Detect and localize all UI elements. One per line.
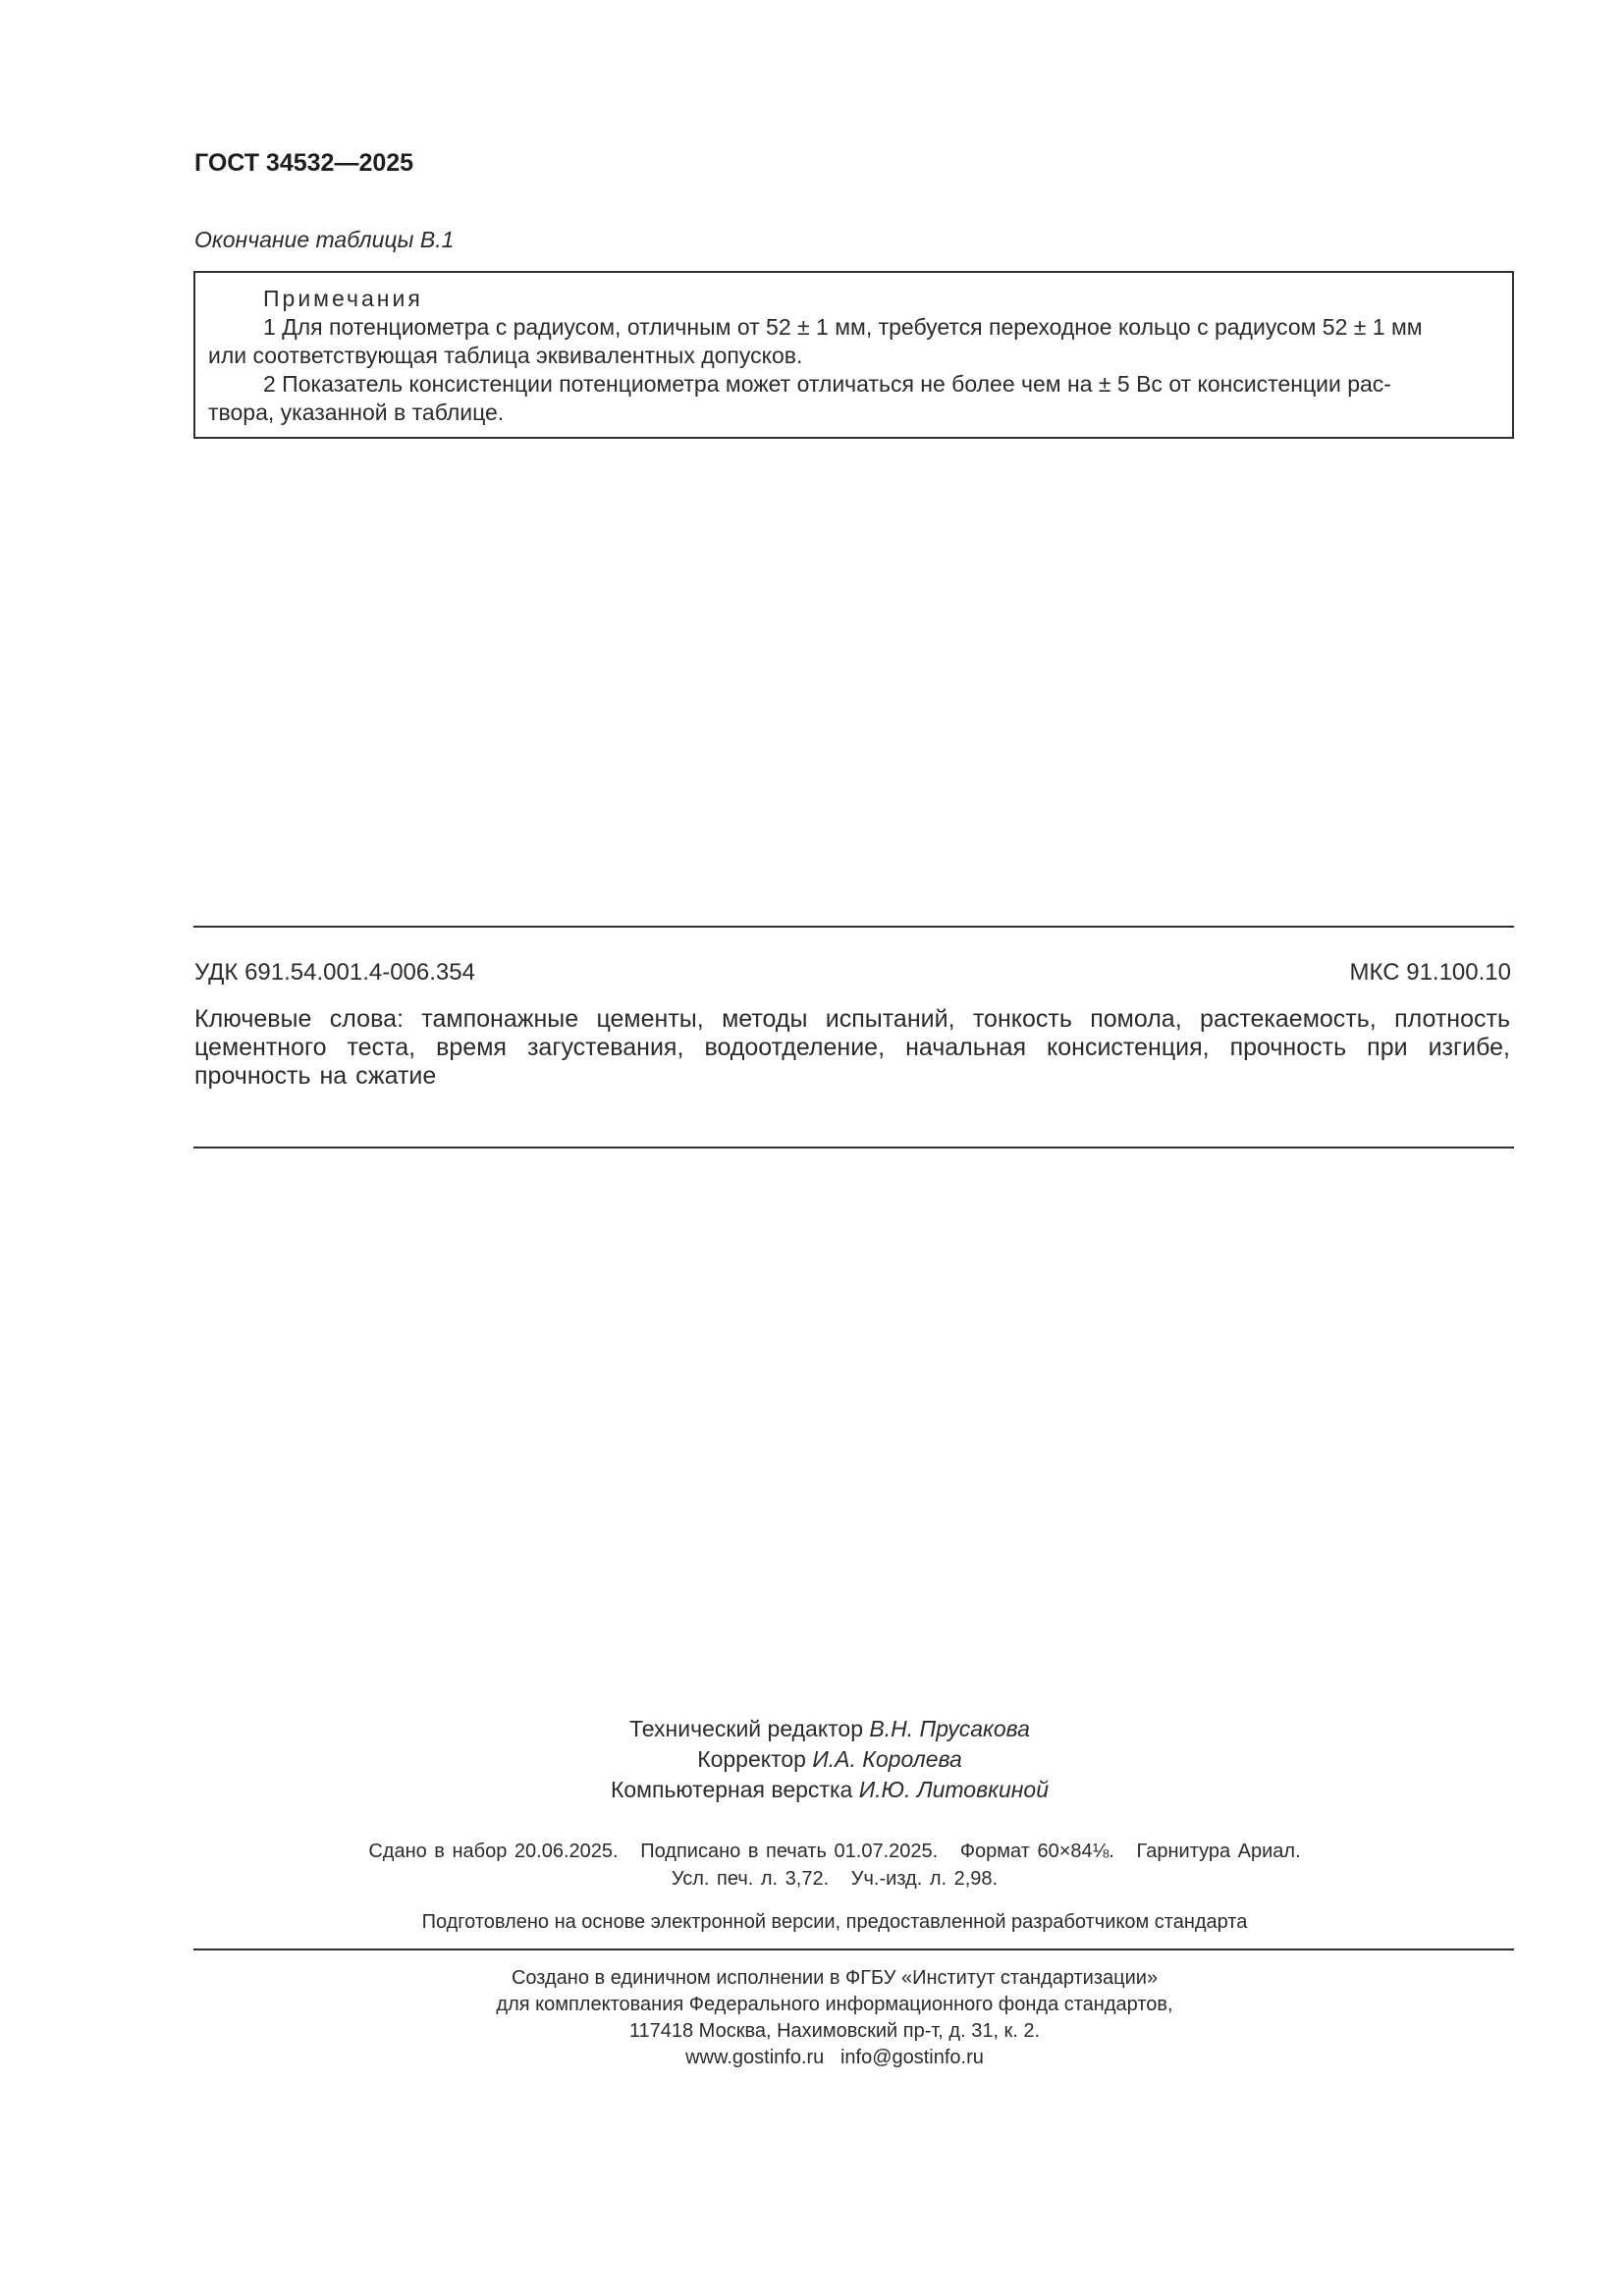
document-number: ГОСТ 34532—2025 [194,149,414,177]
mks-code: МКС 91.100.10 [1349,959,1511,986]
publisher-info [393,1965,1276,2071]
udk-code: УДК 691.54.001.4-006.354 [194,959,475,986]
note-1-line-1: 1 Для потенциометра с радиусом, отличным от 52 ± 1 мм, требуется переходное кольцо с радиусом 52 ± 1 мм [263,314,1423,340]
publisher-line-4: www.gostinfo.ru info@gostinfo.ru [685,2047,984,2068]
layout-label: Компьютерная верстка [610,1777,853,1802]
print-info-line-2: Усл. печ. л. 3,72. Уч.-изд. л. 2,98. [671,1868,999,1890]
prepared-note: Подготовлено на основе электронной версии, предоставленной разработчиком стандарта [421,1911,1248,1933]
divider-bottom [193,1147,1514,1148]
tech-editor-label: Технический редактор [629,1716,864,1741]
note-1-line-2: или соответствующая таблица эквивалентных допусков. [208,343,803,368]
publisher-line-1: Создано в единичном исполнении в ФГБУ «Институт стандартизации» [511,1967,1159,1989]
publisher-line-3: 117418 Москва, Нахимовский пр-т, д. 31, к. 2. [628,2020,1041,2042]
note-2-line-1: 2 Показатель консистенции потенциометра может отличаться не более чем на ± 5 Вс от консистенции рас- [263,371,1391,397]
tech-editor-name: В.Н. Прусакова [869,1716,1030,1741]
corrector-label: Корректор [697,1746,806,1772]
keywords: Ключевые слова: тампонажные цементы, методы испытаний, тонкость помола, растекаемость, плотность цементного теста, время загустевания, водоотделение, начальная консистенция, прочность при изгибе, прочность на сжатие [194,1005,1510,1090]
divider-top [193,926,1514,928]
credit-corrector [550,1744,1110,1775]
layout-name: И.Ю. Литовкиной [858,1777,1049,1802]
credit-layout [550,1775,1110,1805]
notes-box [193,271,1514,439]
notes-title: Примечания [263,286,423,311]
divider-publisher [193,1949,1514,1950]
table-caption: Окончание таблицы В.1 [194,227,455,252]
print-info [295,1838,1375,1893]
note-2-line-2: твора, указанной в таблице. [208,400,505,425]
publisher-line-2: для комплектования Федерального информационного фонда стандартов, [496,1994,1173,2015]
credits [550,1714,1110,1805]
corrector-name: И.А. Королева [812,1746,962,1772]
credit-tech-editor [550,1714,1110,1744]
print-info-line-1: Сдано в набор 20.06.2025. Подписано в печать 01.07.2025. Формат 60×84⅛. Гарнитура Ариал. [368,1841,1301,1862]
